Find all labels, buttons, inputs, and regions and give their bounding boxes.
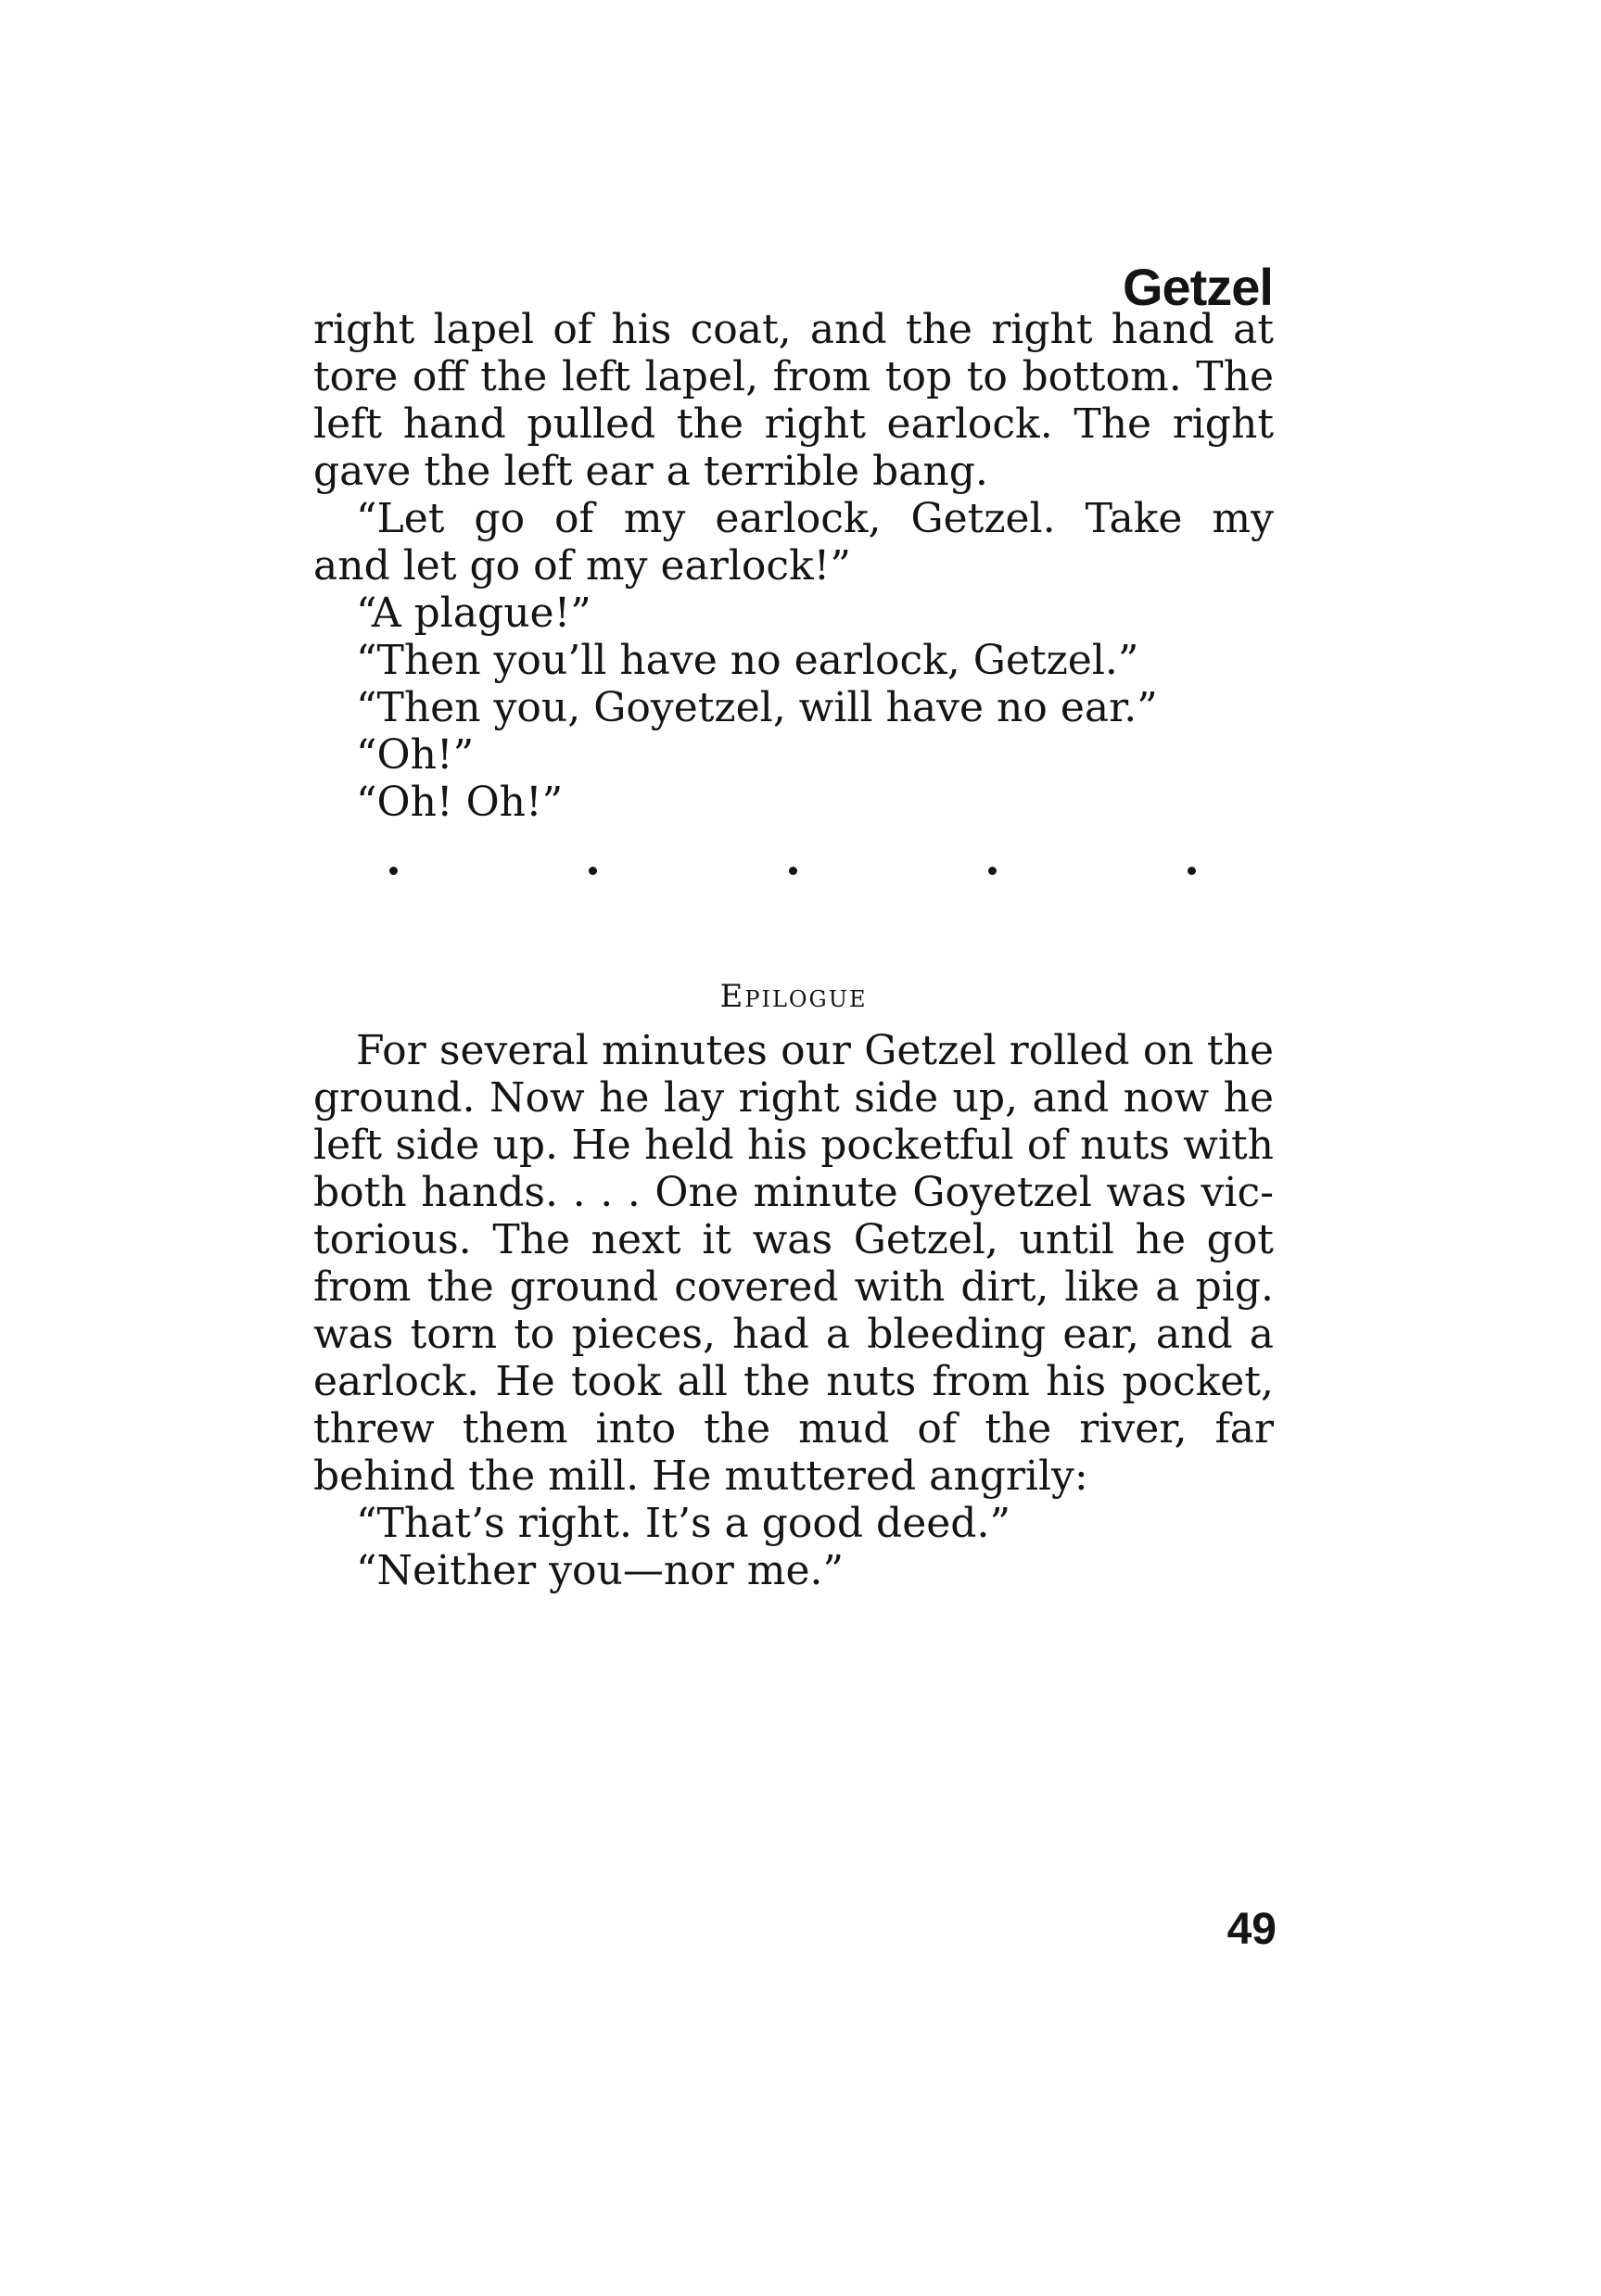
page-number: 49 [1226, 1905, 1277, 1954]
text-line: “A plague!” [356, 590, 591, 637]
text-line: right lapel of his coat, and the right hand at [313, 306, 1274, 353]
text-line: “Oh!” [356, 731, 475, 779]
text-line: For several minutes our Getzel rolled on the [356, 1027, 1274, 1074]
text-line: left hand pulled the right earlock. The right [313, 400, 1274, 448]
text-block-top [313, 306, 1274, 826]
ornament-dot [589, 867, 597, 875]
text-line: “Let go of my earlock, Getzel. Take my [356, 495, 1274, 542]
text-line: “Oh! Oh!” [356, 779, 564, 826]
text-line: and let go of my earlock!” [313, 542, 851, 590]
text-line: torious. The next it was Getzel, until he got [313, 1216, 1274, 1263]
text-line: both hands. . . . One minute Goyetzel was vic- [313, 1169, 1274, 1216]
ornament-dot [389, 867, 398, 875]
text-line: threw them into the mud of the river, far [313, 1405, 1274, 1452]
ornament-dot [789, 867, 797, 875]
text-line: left side up. He held his pocketful of nuts with [313, 1122, 1274, 1169]
text-line: tore off the left lapel, from top to bottom. The [313, 353, 1274, 400]
text-line: from the ground covered with dirt, like a pig. [313, 1263, 1274, 1311]
text-line: gave the left ear a terrible bang. [313, 448, 988, 495]
ornament-dot [988, 867, 997, 875]
text-line: ground. Now he lay right side up, and now he [313, 1074, 1274, 1122]
text-line: “Neither you—nor me.” [356, 1547, 844, 1594]
text-line: behind the mill. He muttered angrily: [313, 1452, 1088, 1500]
text-line: “Then you, Goyetzel, will have no ear.” [356, 684, 1158, 731]
section-break-ornament [389, 867, 1196, 885]
text-line: was torn to pieces, had a bleeding ear, and a [313, 1311, 1274, 1358]
text-line: “Then you’ll have no earlock, Getzel.” [356, 637, 1139, 684]
running-title: Getzel [1122, 258, 1273, 316]
text-block-epilogue [313, 1027, 1274, 1594]
section-heading: Epilogue [719, 978, 868, 1015]
ornament-dot [1188, 867, 1196, 875]
text-line: earlock. He took all the nuts from his pocket, [313, 1358, 1274, 1405]
text-line: “That’s right. It’s a good deed.” [356, 1500, 1010, 1547]
